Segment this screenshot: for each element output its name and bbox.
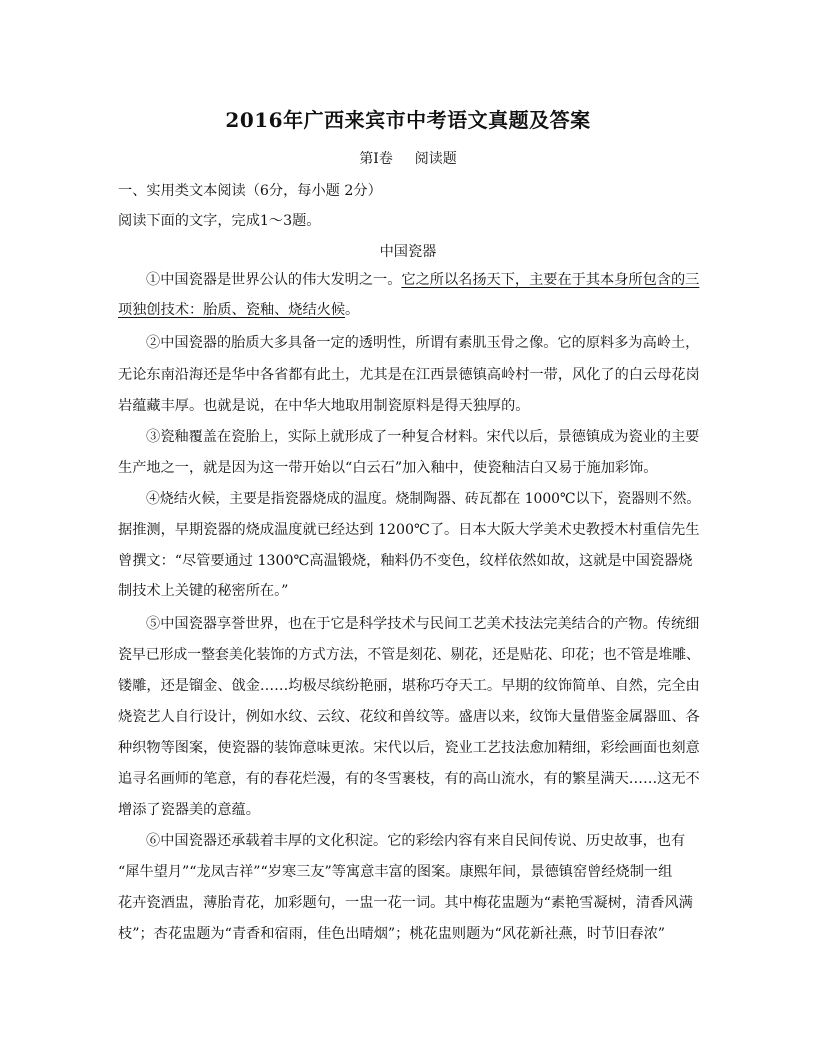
paragraph-line: 瓷早已形成一整套美化装饰的方式方法，不管是刻花、剔花，还是贴花、印花；也不管是堆雕、 — [118, 647, 700, 663]
section-heading: 一、实用类文本阅读（6分，每小题 2分） — [118, 183, 382, 199]
paragraph-line: ④烧结火候，主要是指瓷器烧成的温度。烧制陶器、砖瓦都在 1000℃以下，瓷器则不然。 — [146, 491, 701, 507]
paragraph-line: “犀牛望月”“龙凤吉祥”“岁寒三友”等寓意丰富的图案。康熙年间，景德镇窑曾经烧制一组 — [118, 864, 673, 880]
part-label: 第Ⅰ卷 — [359, 151, 393, 167]
paragraph-line: ②中国瓷器的胎质大多具备一定的透明性，所谓有素肌玉骨之像。它的原料多为高岭土， — [146, 335, 700, 351]
paragraph-line: 增添了瓷器美的意蕴。 — [118, 802, 260, 818]
underlined-text: 项独创技术：胎质、瓷釉、烧结火候 — [118, 302, 346, 318]
paragraph-line: 据推测，早期瓷器的烧成温度就已经达到 1200℃了。日本大阪大学美术史教授木村重信先生 — [118, 522, 700, 538]
paragraph-line: ⑥中国瓷器还承载着丰厚的文化积淀。它的彩绘内容有来自民间传说、历史故事，也有 — [146, 833, 686, 849]
paragraph-line — [118, 299, 359, 319]
paragraph-line: 花卉瓷酒盅，薄胎青花，加彩题句，一盅一花一词。其中梅花盅题为“素艳雪凝树，清香风满 — [118, 895, 693, 911]
underlined-text: 它之所以名扬天下，主要在于其本身所包含的三 — [401, 272, 700, 288]
paragraph-line: 烧瓷艺人自行设计，例如水纹、云纹、花纹和兽纹等。盛唐以来，纹饰大量借鉴金属器皿、各 — [118, 709, 700, 725]
paragraph-line: 生产地之一，就是因为这一带开始以“白云石”加入釉中，使瓷釉洁白又易于施加彩饰。 — [118, 460, 658, 476]
paragraph-line: ⑤中国瓷器享誉世界，也在于它是科学技术与民间工艺美术技法完美结合的产物。传统细 — [146, 616, 700, 632]
paragraph-line — [146, 269, 699, 289]
paragraph-text: 。 — [345, 302, 360, 318]
instruction-text: 阅读下面的文字，完成1～3题。 — [118, 213, 321, 229]
paragraph-line: 制技术上关键的秘密所在。” — [118, 583, 289, 599]
paragraph-text: ①中国瓷器是世界公认的伟大发明之一。 — [146, 272, 402, 288]
paragraph-line: 岩蕴藏丰厚。也就是说，在中华大地取用制瓷原料是得天独厚的。 — [118, 398, 530, 414]
part-heading — [0, 148, 816, 168]
paragraph-line: 镂雕，还是镏金、戗金……均极尽缤纷艳丽，堪称巧夺天工。早期的纹饰简单、自然，完全由 — [118, 678, 700, 694]
part-name: 阅读题 — [414, 151, 457, 167]
article-title: 中国瓷器 — [379, 244, 437, 260]
paragraph-line: 无论东南沿海还是华中各省都有此土，尤其是在江西景德镇高岭村一带，风化了的白云母花岗 — [118, 367, 700, 383]
paragraph-line: 种织物等图案，使瓷器的装饰意味更浓。宋代以后，瓷业工艺技法愈加精细，彩绘画面也刻意 — [118, 740, 700, 756]
page-title: 2016年广西来宾市中考语文真题及答案 — [225, 108, 591, 132]
paragraph-line: 追寻名画师的笔意，有的春花烂漫，有的冬雪裹枝，有的高山流水，有的繁星满天……这无不 — [118, 771, 700, 787]
paragraph-line: 曾撰文：“尽管要通过 1300℃高温锻烧，釉料仍不变色，纹样依然如故，这就是中国瓷器烧 — [118, 553, 693, 569]
paragraph-line: 枝”；杏花盅题为“青香和宿雨，佳色出晴烟”；桃花盅则题为“风花新社燕，时节旧春浓” — [118, 926, 666, 942]
paragraph-line: ③瓷釉覆盖在瓷胎上，实际上就形成了一种复合材料。宋代以后，景德镇成为瓷业的主要 — [146, 429, 700, 445]
